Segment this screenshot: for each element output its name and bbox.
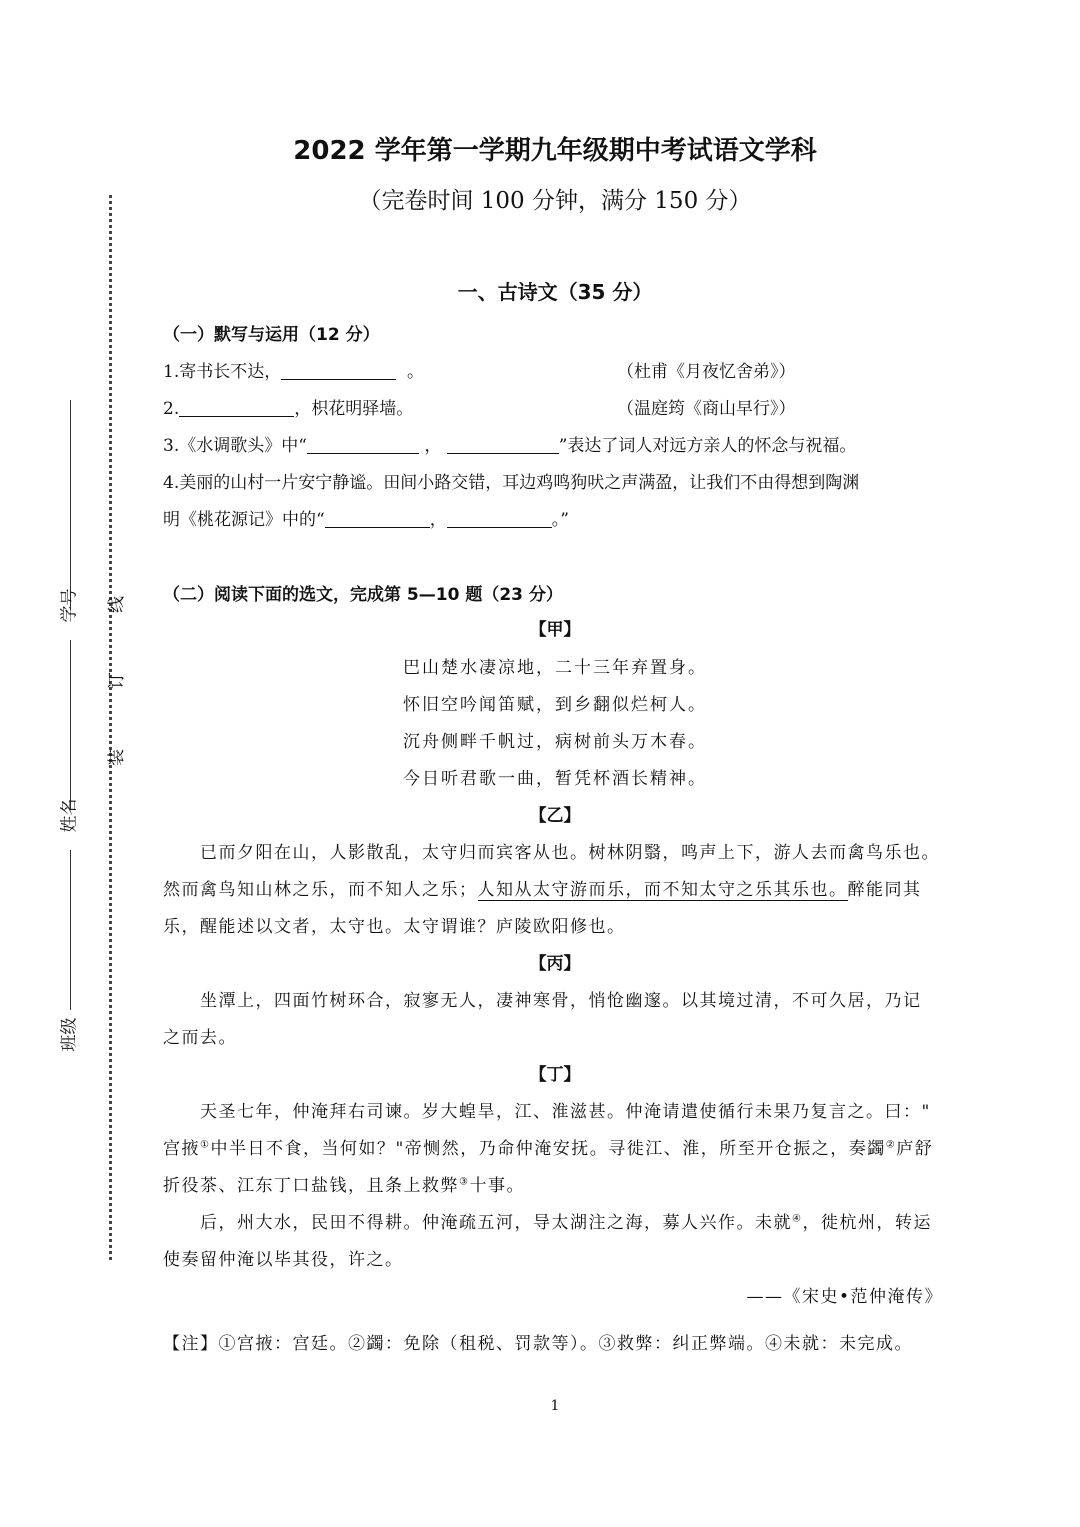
answer-blank[interactable] [179,398,294,417]
class-blank [70,850,71,1010]
student-id-blank [70,400,71,610]
question-4-line2: 明《桃花源记》中的“ ， 。” [163,510,569,530]
answer-blank[interactable] [325,509,430,528]
bing-line2: 之而去。 [163,1028,237,1048]
poem-line: 巴山楚水凄凉地，二十三年弃置身。 [403,658,707,678]
binding-word-staple: 订 [107,672,127,689]
ding-line3: 折役茶、江东丁口盐钱，且条上救弊③十事。 [163,1176,525,1196]
passage-yi-label: 【乙】 [529,806,581,826]
ding-line4: 后，州大水，民田不得耕。仲淹疏五河，导太湖注之海，募人兴作。未就④，徙杭州，转运 [200,1213,932,1233]
page-number: 1 [550,1398,560,1414]
student-id-label: 学号 [59,588,80,623]
binding-word-bind: 装 [107,749,127,766]
annotation-notes: 【注】①宫掖：宫廷。②蠲：免除（租税、罚款等）。③救弊：纠正弊端。④未就：未完成。 [163,1334,913,1354]
question-4-line1: 4.美丽的山村一片安宁静谧。田间小路交错，耳边鸡鸣狗吠之声满盈，让我们不由得想到陶渊 [163,473,860,493]
ding-line2: 宫掖①中半日不食，当何如？"帝恻然，乃命仲淹安抚。寻徙江、淮，所至开仓振之，奏蠲②庐舒 [163,1139,934,1159]
exam-title: 2022 学年第一学期九年级期中考试语文学科 [293,136,817,166]
passage-jia-label: 【甲】 [529,620,581,640]
ding-line1: 天圣七年，仲淹拜右司谏。岁大蝗旱，江、淮滋甚。仲淹请遣使循行未果乃复言之。曰：" [200,1102,931,1122]
class-label: 班级 [59,1017,80,1052]
ding-line5: 使奏留仲淹以毕其役，许之。 [163,1250,404,1270]
question-3: 3.《水调歌头》中“ ， ”表达了词人对远方亲人的怀念与祝福。 [163,436,857,456]
binding-word-line: 线 [107,596,127,613]
question-2: 2. ，枳花明驿墙。 [163,399,414,419]
question-1: 1.寄书长不达， 。 [163,362,425,382]
yi-line3: 乐，醒能述以文者，太守也。太守谓谁？庐陵欧阳修也。 [163,917,626,937]
exam-subtitle: （完卷时间 100 分钟，满分 150 分） [358,188,752,214]
question-2-source: （温庭筠《商山早行》） [617,399,796,419]
answer-blank[interactable] [307,435,419,454]
passage-bing-label: 【丙】 [529,954,581,974]
name-label: 姓名 [59,798,80,833]
poem-line: 今日听君歌一曲，暂凭杯酒长精神。 [403,769,707,789]
section1-title: 一、古诗文（35 分） [457,280,653,304]
yi-line2: 然而禽鸟知山林之乐，而不知人之乐；人知从太守游而乐，而不知太守之乐其乐也。醉能同其 [163,880,922,900]
part2-title: （二）阅读下面的选文，完成第 5—10 题（23 分） [163,585,563,605]
part1-title: （一）默写与运用（12 分） [163,325,380,345]
yi-line1: 已而夕阳在山，人影散乱，太守归而宾客从也。树林阴翳，鸣声上下，游人去而禽鸟乐也。 [200,843,940,863]
poem-line: 沉舟侧畔千帆过，病树前头万木春。 [403,732,707,752]
ding-source: ——《宋史•范仲淹传》 [746,1287,943,1307]
answer-blank[interactable] [447,435,559,454]
poem-line: 怀旧空吟闻笛赋，到乡翻似烂柯人。 [403,695,707,715]
answer-blank[interactable] [447,509,552,528]
answer-blank[interactable] [281,361,396,380]
bing-line1: 坐潭上，四面竹树环合，寂寥无人，凄神寒骨，悄怆幽邃。以其境过清，不可久居，乃记 [200,991,922,1011]
underlined-sentence: 人知从太守游而乐，而不知太守之乐其乐也。 [477,880,848,900]
question-1-source: （杜甫《月夜忆舍弟》） [617,362,796,382]
passage-ding-label: 【丁】 [529,1065,581,1085]
